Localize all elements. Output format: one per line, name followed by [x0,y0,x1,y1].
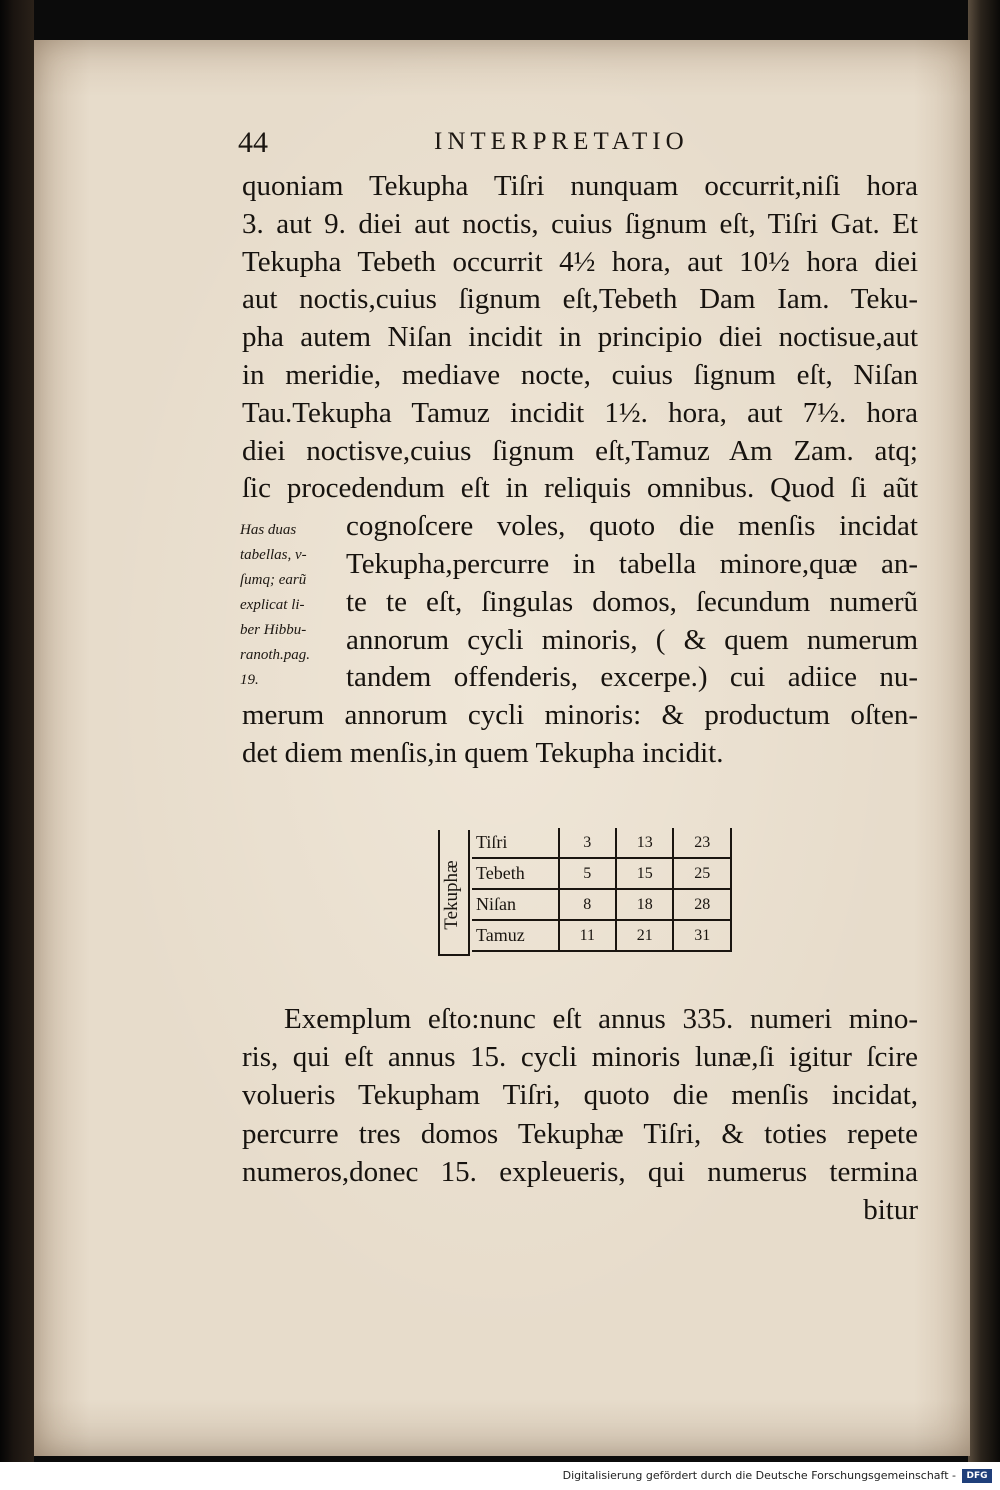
scan-background-right [968,0,1000,1462]
table-cell-value: 21 [616,920,673,951]
page-number: 44 [238,126,268,159]
table-cell-month: Tamuz [472,920,559,951]
table-cell-month: Tebeth [472,858,559,889]
margin-note-line: explicat li- [240,597,305,613]
dfg-logo: DFG [962,1469,992,1483]
funding-credit: Digitalisierung gefördert durch die Deutsche Forschungsgemeinschaft - [562,1469,956,1482]
margin-note-line: ranoth.pag. [240,647,311,663]
table-cell-value: 11 [559,920,616,951]
text-line: Tekupha Tebeth occurrit 4½ hora, aut 10½ hora diei [242,245,918,278]
text-line: Exemplum eſto:nunc eſt annus 335. numeri mino- [284,1003,918,1035]
example-paragraph [242,1000,918,1229]
table-grid [472,828,732,952]
text-line: te te eſt, ſingulas domos, ſecundum numerũ [346,585,918,618]
table-row [472,858,731,889]
table-cell-value: 5 [559,858,616,889]
table-cell-value: 28 [673,889,731,920]
tekupha-table [438,824,734,958]
table-cell-value: 25 [673,858,731,889]
table-side-label: Tekuphæ [441,860,462,930]
table-row [472,889,731,920]
text-line: quoniam Tekupha Tiſri nunquam occurrit,niſi hora [242,170,918,202]
text-line: ris, qui eſt annus 15. cycli minoris lunæ,ſi igitur ſcire [242,1041,918,1074]
margin-note-line: tabellas, v- [240,547,307,563]
table-side-box [438,830,470,956]
text-line: merum annorum cycli minoris: & productum oſten- [242,699,918,732]
margin-note-line: Has duas [240,522,297,538]
text-line: in meridie, mediave nocte, cuius ſignum eſt, Niſan [242,358,918,391]
running-title: INTERPRETATIO [434,128,689,155]
text-line: Tau.Tekupha Tamuz incidit 1½. hora, aut 7½. hora [242,396,918,429]
table-row [472,828,731,858]
catchword: bitur [863,1194,918,1227]
text-line: pha autem Niſan incidit in principio diei noctisue,aut [242,321,918,354]
margin-note-line: ber Hibbu- [240,622,307,638]
page-header [238,126,938,166]
table-cell-value: 31 [673,920,731,951]
text-line: det diem menſis,in quem Tekupha incidit. [242,736,724,769]
text-line: ſic procedendum eſt in reliquis omnibus. Quod ſi aũt [242,472,918,505]
margin-note-line: ſumq; earũ [240,572,307,588]
table-cell-month: Tiſri [472,828,559,858]
footer-bar [0,1462,1000,1490]
table-cell-value: 23 [673,828,731,858]
table-cell-value: 8 [559,889,616,920]
text-line: Tekupha,percurre in tabella minore,quæ an- [346,547,918,580]
text-line: tandem offenderis, excerpe.) cui adiice nu- [346,661,918,694]
table-cell-value: 3 [559,828,616,858]
margin-note-line: 19. [240,672,259,688]
scan-background-left [0,0,34,1462]
text-line: aut noctis,cuius ſignum eſt,Tebeth Dam Iam. Teku- [242,283,918,316]
table-cell-value: 13 [616,828,673,858]
table-row [472,920,731,951]
text-line: numeros,donec 15. expleueris, qui numerus termina [242,1155,918,1188]
text-line: annorum cycli minoris, ( & quem numerum [346,623,918,656]
table-cell-value: 15 [616,858,673,889]
text-line: volueris Tekupham Tiſri, quoto die menſis incidat, [242,1079,918,1112]
text-line: diei noctisve,cuius ſignum eſt,Tamuz Am Zam. atq; [242,434,918,467]
table-cell-month: Niſan [472,889,559,920]
table-cell-value: 18 [616,889,673,920]
text-line: percurre tres domos Tekuphæ Tiſri, & toties repete [242,1117,918,1150]
text-line: cognoſcere voles, quoto die menſis incidat [346,510,918,543]
text-line: 3. aut 9. diei aut noctis, cuius ſignum eſt, Tiſri Gat. Et [242,207,918,240]
margin-note [240,518,350,693]
